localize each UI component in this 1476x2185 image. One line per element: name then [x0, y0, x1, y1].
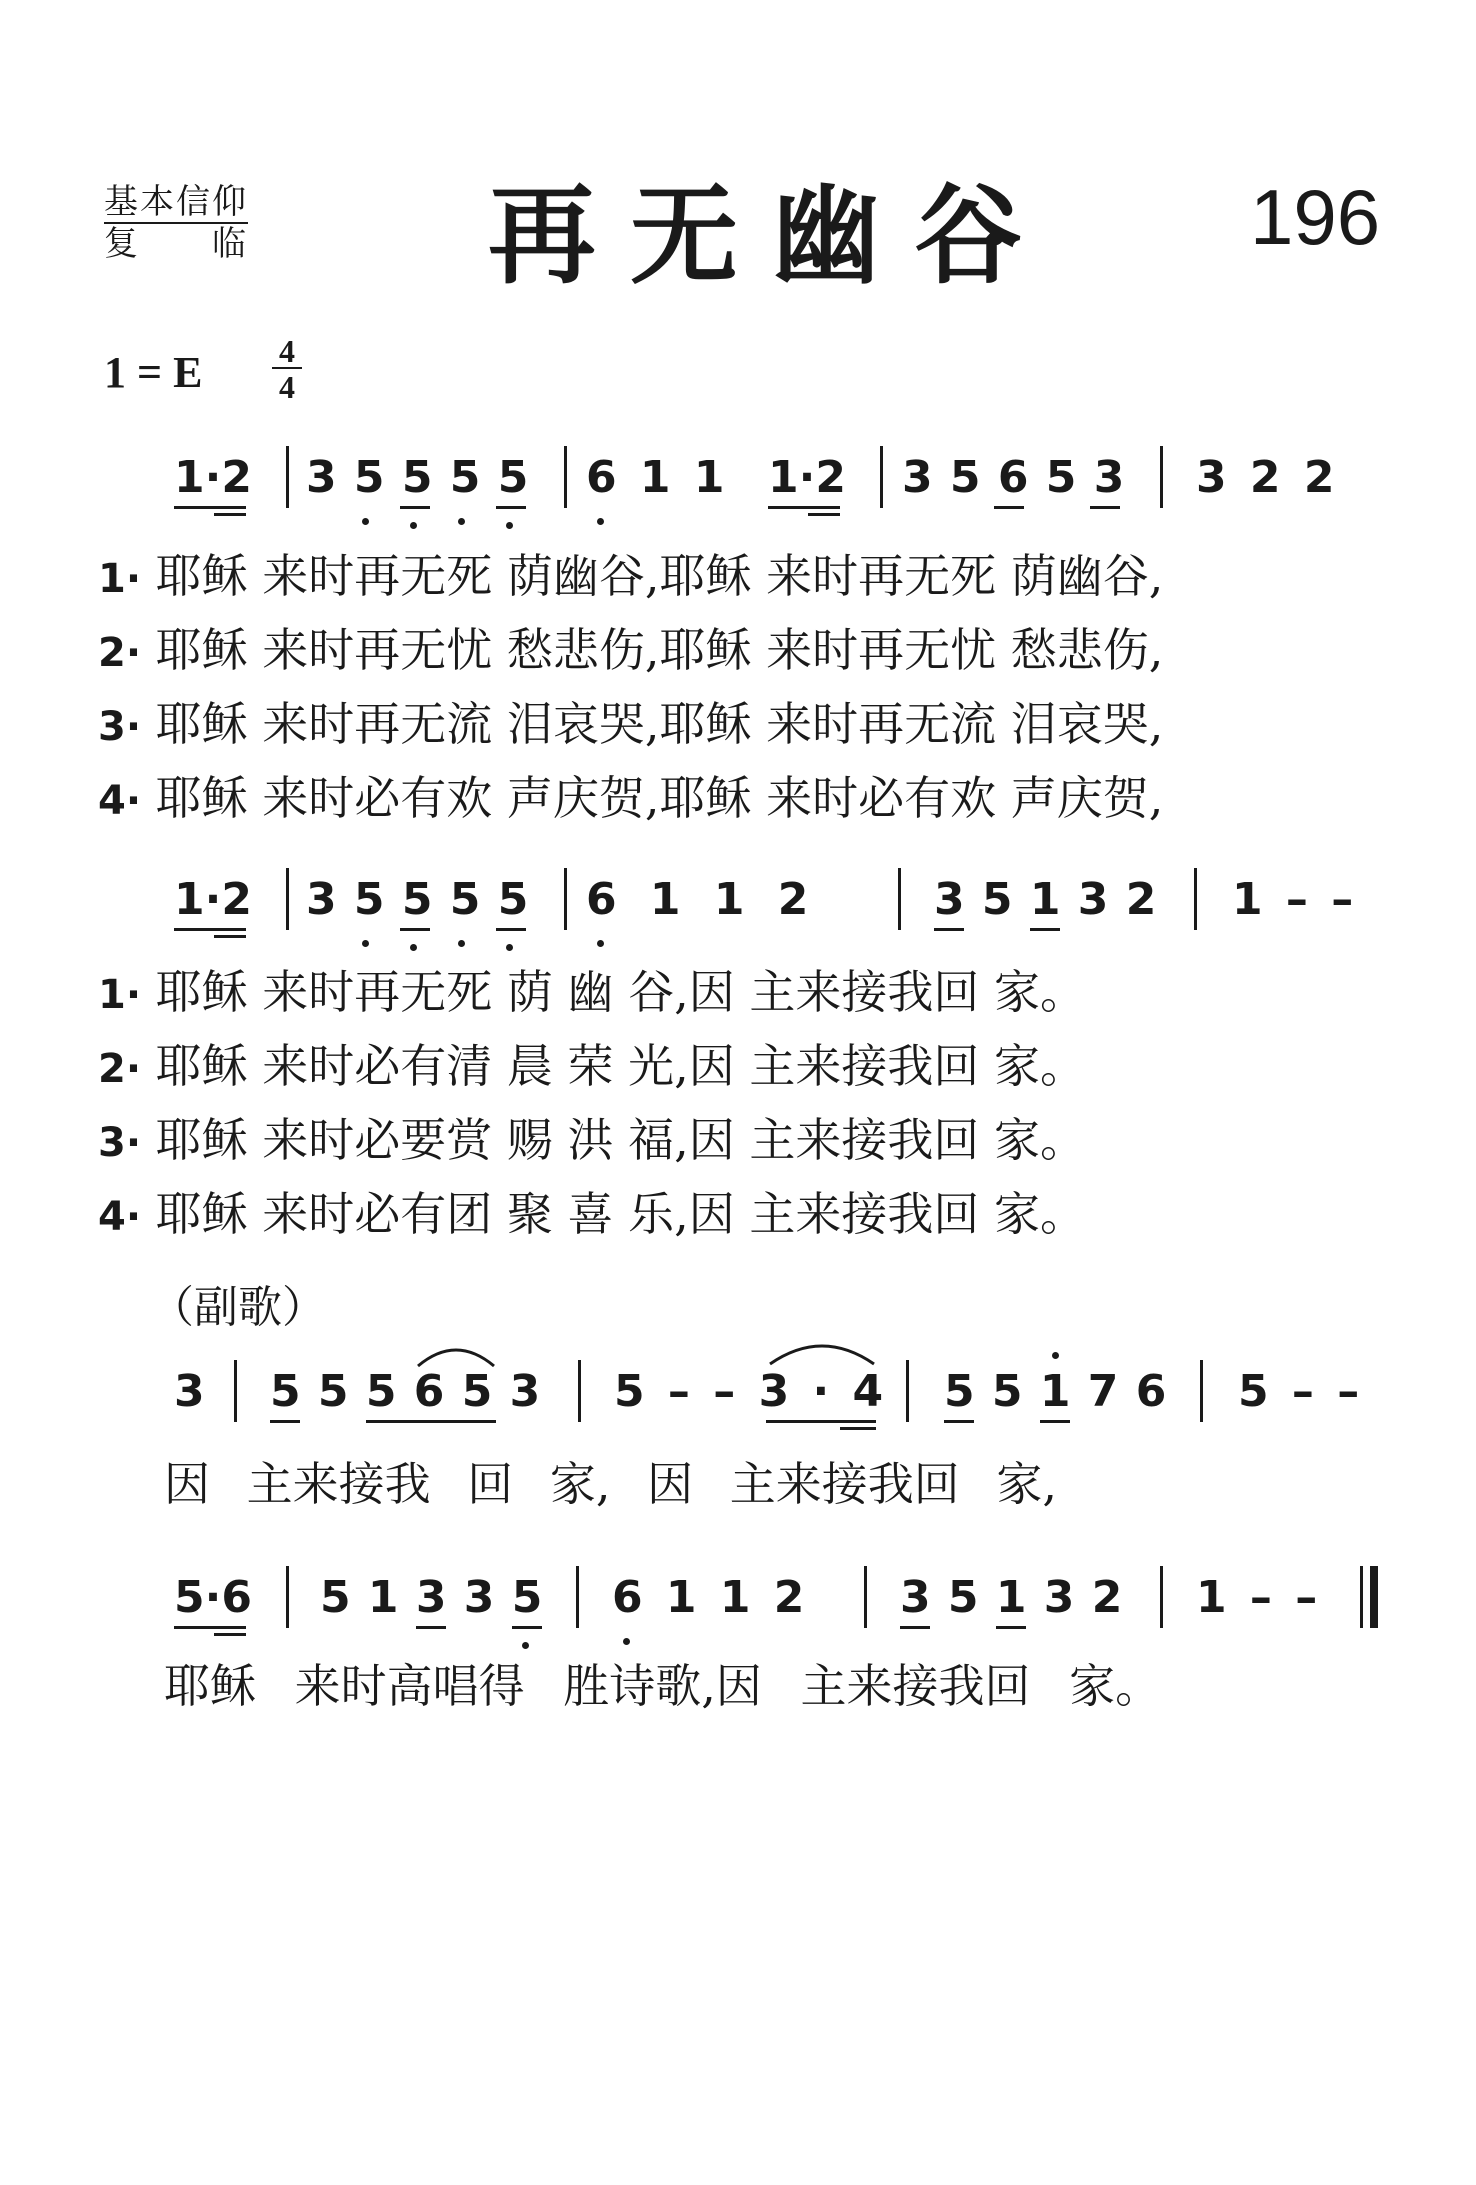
verse-text: 耶稣 来时再无忧 愁悲伤,耶稣 来时再无忧 愁悲伤, [155, 623, 1164, 677]
verse-text: 耶稣 来时再无死 荫 幽 谷,因 主来接我回 家。 [155, 965, 1087, 1019]
verse-line [98, 698, 1163, 753]
note-group: 3 5 5 5 5 [306, 452, 529, 503]
barline [1160, 1566, 1163, 1628]
verse-line [98, 1188, 1086, 1243]
note-group: 5 – – [1238, 1366, 1360, 1417]
barline [234, 1360, 237, 1422]
final-barline-thick [1370, 1566, 1378, 1628]
barline [864, 1566, 867, 1628]
chorus-label: （副歌） [150, 1282, 326, 1333]
barline [576, 1566, 579, 1628]
verse-line [98, 966, 1086, 1021]
note-group: 3 5 6 5 3 [902, 452, 1125, 503]
barline [286, 446, 289, 508]
barline [564, 446, 567, 508]
barline [286, 1566, 289, 1628]
tie-arc [766, 1334, 878, 1368]
note-group: 6 1 1 2 [586, 874, 809, 925]
barline [906, 1360, 909, 1422]
note-group: 3 [174, 1366, 205, 1417]
note-group: 3 2 2 [1196, 452, 1335, 503]
hymn-number: 196 [1250, 173, 1381, 261]
time-sig-bottom: 4 [279, 369, 295, 405]
category-label: 基本信仰 [104, 182, 248, 222]
verse-text: 耶稣 来时再无流 泪哀哭,耶稣 来时再无流 泪哀哭, [155, 697, 1164, 751]
verse-line [98, 772, 1163, 827]
time-signature [272, 333, 302, 405]
hymn-title: 再无幽谷 [488, 173, 1057, 299]
barline [1194, 868, 1197, 930]
verse-text: 耶稣 来时再无死 荫幽谷,耶稣 来时再无死 荫幽谷, [155, 549, 1164, 603]
barline [578, 1360, 581, 1422]
barline [880, 446, 883, 508]
barline [1160, 446, 1163, 508]
verse-text: 耶稣 来时必有清 晨 荣 光,因 主来接我回 家。 [155, 1039, 1087, 1093]
note-group: 3 5 5 5 5 [306, 874, 529, 925]
verse-number: 3· [98, 1120, 142, 1166]
barline [286, 868, 289, 930]
key-signature: 1 = E [104, 348, 203, 397]
verse-number: 1· [98, 972, 142, 1018]
chorus-lyric-line: 因 主来接我 回 家, 因 主来接我回 家, [164, 1457, 1057, 1511]
verse-text: 耶稣 来时必有团 聚 喜 乐,因 主来接我回 家。 [155, 1187, 1087, 1241]
note-group: 5·6 [174, 1572, 252, 1623]
note-group: 1·2 [174, 874, 252, 925]
note-group: 1 – – [1196, 1572, 1318, 1623]
verse-text: 耶稣 来时必有欢 声庆贺,耶稣 来时必有欢 声庆贺, [155, 771, 1164, 825]
note-group: 6 1 1 2 [612, 1572, 805, 1623]
subcategory-label: 复 临 [104, 224, 248, 264]
verse-number: 3· [98, 704, 142, 750]
verse-line [98, 1114, 1086, 1169]
verse-number: 2· [98, 630, 142, 676]
note-group: 3 5 1 3 2 [934, 874, 1157, 925]
time-sig-top: 4 [279, 333, 295, 369]
note-group: 1·2 [174, 452, 252, 503]
verse-number: 1· [98, 556, 142, 602]
verse-line [98, 624, 1163, 679]
note-group: 5 – – 3 · 4 [614, 1366, 884, 1417]
note-group: 1 – – [1232, 874, 1354, 925]
note-group: 5 1 3 3 5 [320, 1572, 543, 1623]
note-group: 6 1 1 [586, 452, 725, 503]
final-barline-thin [1360, 1566, 1363, 1628]
verse-line [98, 1040, 1086, 1095]
verse-number: 2· [98, 1046, 142, 1092]
tie-arc [414, 1340, 498, 1370]
verse-number: 4· [98, 1194, 142, 1240]
verse-number: 4· [98, 778, 142, 824]
note-group: 5 5 1 7 6 [944, 1366, 1167, 1417]
barline [1200, 1360, 1203, 1422]
final-lyric-line: 耶稣 来时高唱得 胜诗歌,因 主来接我回 家。 [164, 1659, 1162, 1713]
barline [898, 868, 901, 930]
note-group: 1·2 [768, 452, 846, 503]
note-group: 5 5 5 6 5 3 [270, 1366, 541, 1417]
verse-line [98, 550, 1163, 605]
verse-text: 耶稣 来时必要赏 赐 洪 福,因 主来接我回 家。 [155, 1113, 1087, 1167]
note-group: 3 5 1 3 2 [900, 1572, 1123, 1623]
barline [564, 868, 567, 930]
